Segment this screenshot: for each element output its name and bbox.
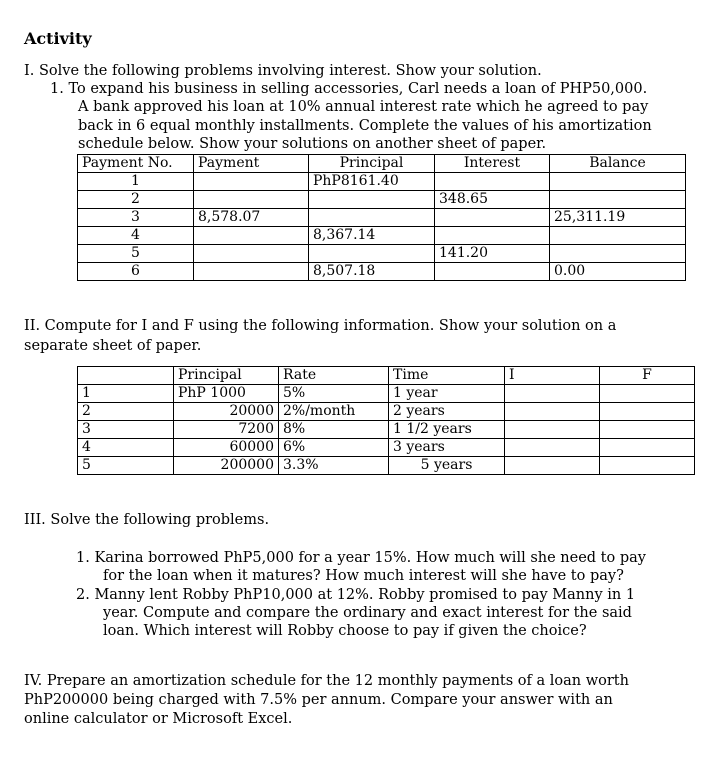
part3-problem1-line: 1. Karina borrowed PhP5,000 for a year 15%. How much will she need to pay [76,550,646,566]
cell: 2 years [389,403,505,421]
cell [600,385,695,403]
cell [435,227,550,245]
table-row [78,227,686,245]
header-f: F [600,367,695,385]
part3-problem1-line: for the loan when it matures? How much interest will she have to pay? [103,568,624,584]
cell [309,245,435,263]
part2-instruction-line: separate sheet of paper. [24,338,202,354]
table-header-row [78,155,686,173]
part1-problem-line: back in 6 equal monthly installments. Complete the values of his amortization [78,118,652,134]
cell: 60000 [174,439,279,457]
cell: 3 [78,209,194,227]
cell [309,191,435,209]
cell [600,439,695,457]
table-row [78,457,695,475]
header-balance: Balance [550,155,686,173]
cell [505,421,600,439]
cell [435,263,550,281]
part2-instruction-line: II. Compute for I and F using the following information. Show your solution on a [24,318,617,334]
cell [600,403,695,421]
header-principal: Principal [174,367,279,385]
part1-instruction: I. Solve the following problems involving interest. Show your solution. [24,63,542,79]
table-header-row [78,367,695,385]
header-payment-no: Payment No. [78,155,194,173]
table-row [78,173,686,191]
table-row [78,191,686,209]
cell [435,173,550,191]
part1-problem-line: A bank approved his loan at 10% annual interest rate which he agreed to pay [78,99,649,115]
cell [600,421,695,439]
cell: 6% [279,439,389,457]
table-row [78,209,686,227]
cell [550,227,686,245]
cell [550,245,686,263]
cell: 4 [78,439,174,457]
cell [194,173,309,191]
cell: 3 [78,421,174,439]
cell [194,245,309,263]
cell: 20000 [174,403,279,421]
cell [550,173,686,191]
table-row [78,263,686,281]
cell: 8,578.07 [194,209,309,227]
cell: 5 [78,245,194,263]
cell [194,227,309,245]
cell [550,191,686,209]
header-payment: Payment [194,155,309,173]
cell: 6 [78,263,194,281]
cell: 1 [78,173,194,191]
header-interest: Interest [435,155,550,173]
cell: 5% [279,385,389,403]
part3-problem2-line: year. Compute and compare the ordinary and exact interest for the said [103,605,632,621]
cell [309,209,435,227]
table-row [78,245,686,263]
cell: 8,507.18 [309,263,435,281]
cell: 2 [78,191,194,209]
cell: 4 [78,227,194,245]
cell: 25,311.19 [550,209,686,227]
cell: 2%/month [279,403,389,421]
cell [194,263,309,281]
cell: 141.20 [435,245,550,263]
table-row [78,421,695,439]
cell: 2 [78,403,174,421]
part4-line: IV. Prepare an amortization schedule for the 12 monthly payments of a loan worth [24,673,629,689]
cell: 200000 [174,457,279,475]
cell: 348.65 [435,191,550,209]
part4-line: online calculator or Microsoft Excel. [24,711,293,727]
cell: 8,367.14 [309,227,435,245]
cell: PhP8161.40 [309,173,435,191]
cell: 0.00 [550,263,686,281]
cell: 8% [279,421,389,439]
part4-line: PhP200000 being charged with 7.5% per annum. Compare your answer with an [24,692,613,708]
cell [505,439,600,457]
part1-problem-line: schedule below. Show your solutions on another sheet of paper. [78,136,547,152]
cell [505,385,600,403]
part3-instruction: III. Solve the following problems. [24,512,270,528]
cell: 1 1/2 years [389,421,505,439]
cell: 5 years [389,457,505,475]
table-row [78,403,695,421]
header-index [78,367,174,385]
part1-problem-line: 1. To expand his business in selling accessories, Carl needs a loan of PHP50,000. [50,81,648,97]
cell: 1 [78,385,174,403]
cell [600,457,695,475]
cell: 3.3% [279,457,389,475]
cell [505,457,600,475]
header-principal: Principal [309,155,435,173]
cell [505,403,600,421]
header-time: Time [389,367,505,385]
cell: 3 years [389,439,505,457]
cell: PhP 1000 [174,385,279,403]
header-i: I [505,367,600,385]
cell: 7200 [174,421,279,439]
cell [194,191,309,209]
part3-problem2-line: 2. Manny lent Robby PhP10,000 at 12%. Robby promised to pay Manny in 1 [76,587,636,603]
activity-title: Activity [24,29,92,48]
cell: 5 [78,457,174,475]
part3-problem2-line: loan. Which interest will Robby choose to pay if given the choice? [103,623,587,639]
header-rate: Rate [279,367,389,385]
interest-table [77,366,695,475]
table-row [78,385,695,403]
cell: 1 year [389,385,505,403]
cell [435,209,550,227]
table-row [78,439,695,457]
amortization-table [77,154,686,281]
